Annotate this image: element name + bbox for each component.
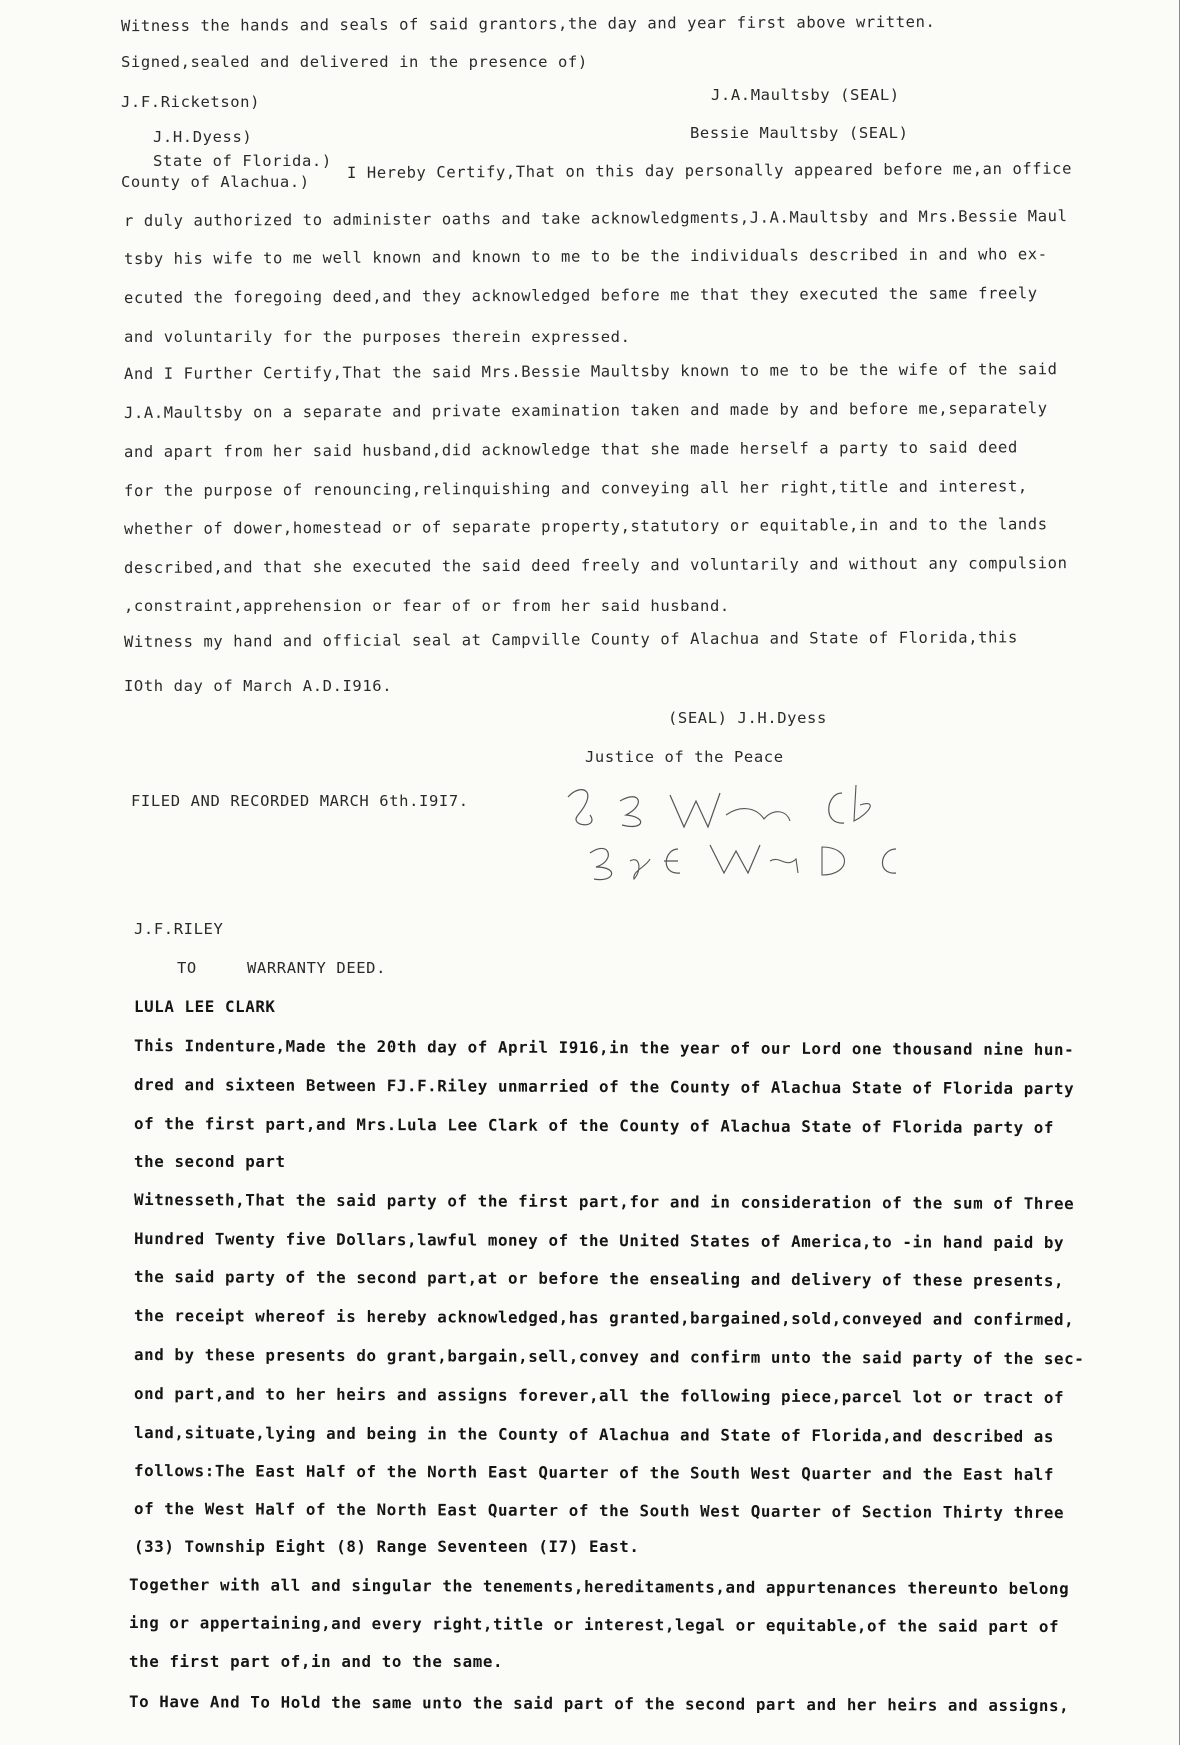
clerk-handwritten-signature [560,775,940,885]
venue-county: County of Alachua.) [121,173,310,191]
deed-grantor: J.F.RILEY [134,920,224,938]
grantor-signature-2: Bessie Maultsby (SEAL) [690,124,909,142]
ack-line: r duly authorized to administer oaths and take acknowledgments,J.A.Maultsby and Mrs.Bessie Maul [123,207,1068,230]
deed-line: the receipt whereof is hereby acknowledged,has granted,bargained,sold,conveyed and confirmed, [133,1306,1075,1330]
ack-line: And I Further Certify,That the said Mrs.Bessie Maultsby known to me to be the wife of the said [123,360,1058,383]
filed-recorded-stamp: FILED AND RECORDED MARCH 6th.I9I7. [131,792,469,810]
deed-line: ond part,and to her heirs and assigns forever,all the following piece,parcel lot or tract of [133,1384,1065,1408]
ack-line: and apart from her said husband,did acknowledge that she made herself a party to said deed [123,438,1018,461]
ack-line: J.A.Maultsby on a separate and private examination taken and made by and before me,separately [123,399,1048,422]
witness-name-1: J.F.Ricketson) [121,93,261,111]
deed-line: Hundred Twenty five Dollars,lawful money of the United States of America,to -in hand paid by [133,1229,1065,1253]
presence-statement: Signed,sealed and delivered in the presence of) [121,53,588,71]
ack-line: Witness my hand and official seal at Campville County of Alachua and State of Florida,this [123,628,1018,651]
ack-line: described,and that she executed the said deed freely and voluntarily and without any compulsion [123,554,1068,577]
ack-line: IOth day of March A.D.I916. [124,677,393,695]
deed-line: Together with all and singular the tenements,hereditaments,and appurtenances thereunto belong [128,1575,1070,1599]
deed-line: Witnesseth,That the said party of the first part,for and in consideration of the sum of Three [133,1190,1075,1214]
ack-line: I Hereby Certify,That on this day personally appeared before me,an office [346,159,1073,182]
deed-line: and by these presents do grant,bargain,sell,convey and confirm unto the said party of the sec- [133,1345,1085,1369]
deed-line: of the West Half of the North East Quarter of the South West Quarter of Section Thirty three [133,1499,1065,1523]
deed-line: follows:The East Half of the North East Quarter of the South West Quarter and the East half [133,1461,1055,1485]
grantor-signature-1: J.A.Maultsby (SEAL) [711,86,900,104]
deed-grantee: LULA LEE CLARK [134,997,276,1016]
deed-line: the said party of the second part,at or before the ensealing and delivery of these presents, [133,1267,1065,1291]
deed-line: land,situate,lying and being in the County of Alachua and State of Florida,and described as [133,1423,1055,1447]
ack-line: whether of dower,homestead or of separate property,statutory or equitable,in and to the lands [123,515,1048,538]
clerk-signature-strokes [560,775,940,885]
deed-line: of the first part,and Mrs.Lula Lee Clark of the County of Alachua State of Florida party of [133,1114,1055,1138]
ack-line: tsby his wife to me well known and known to me to be the individuals described in and who ex- [123,245,1048,268]
deed-line: the first part of,in and to the same. [129,1652,504,1671]
deed-line: To Have And To Hold the same unto the said part of the second part and her heirs and assigns, [128,1692,1070,1716]
venue-state: State of Florida.) [153,152,332,170]
ack-line: for the purpose of renouncing,relinquishing and conveying all her right,title and interest, [123,477,1028,500]
ack-line: ecuted the foregoing deed,and they acknowledged before me that they executed the same freely [123,284,1038,307]
notary-seal-signature: (SEAL) J.H.Dyess [668,709,827,727]
deed-line: the second part [134,1152,286,1171]
deed-line: dred and sixteen Between FJ.F.Riley unmarried of the County of Alachua State of Florida party [133,1075,1075,1099]
ack-line: and voluntarily for the purposes therein expressed. [124,328,631,346]
deed-line: ing or appertaining,and every right,title or interest,legal or equitable,of the said part of [128,1613,1060,1637]
ack-line: ,constraint,apprehension or fear of or from her said husband. [124,597,730,615]
witness-statement: Witness the hands and seals of said grantors,the day and year first above written. [120,12,936,36]
deed-to-label: TO [177,959,197,977]
deed-line: This Indenture,Made the 20th day of April I916,in the year of our Lord one thousand nine hun- [133,1036,1075,1060]
deed-type: WARRANTY DEED. [247,959,387,977]
witness-name-2: J.H.Dyess) [153,128,253,146]
notary-title: Justice of the Peace [585,748,784,766]
deed-line: (33) Township Eight (8) Range Seventeen (I7) East. [134,1537,640,1556]
